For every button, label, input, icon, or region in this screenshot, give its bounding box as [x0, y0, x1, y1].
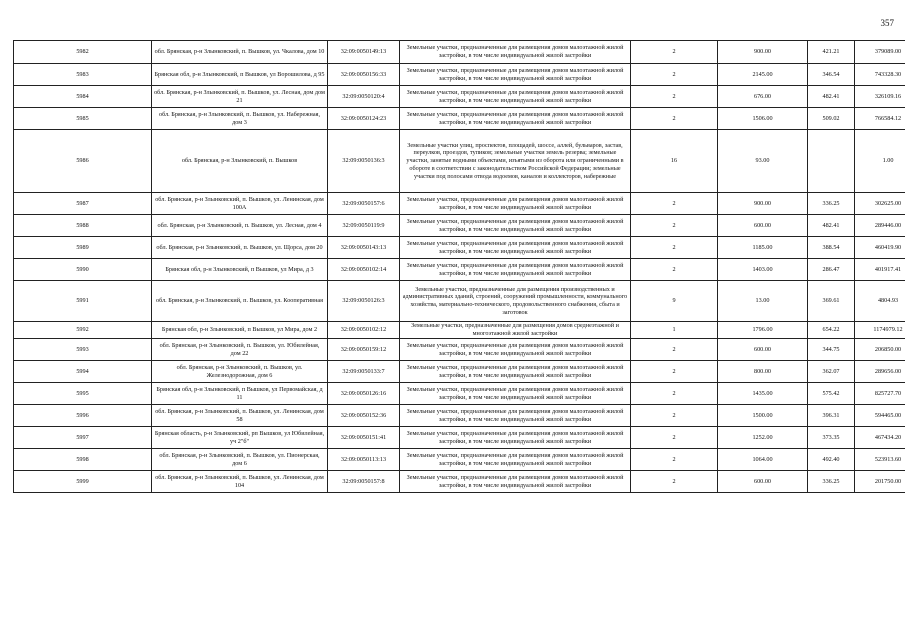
cadastral-number-cell: 32:09:0050156:33: [328, 64, 400, 86]
area-cell: 1506.00: [718, 108, 808, 130]
land-use-cell: Земельные участки, предназначенные для размещения домов малоэтажной жилой застройки, в том числе индивидуальной жилой застройки: [400, 361, 631, 383]
cadastral-value-cell: 401917.41: [855, 259, 905, 281]
specific-value-cell: [808, 130, 855, 193]
specific-value-cell: 421.21: [808, 41, 855, 64]
row-number: 5999: [14, 471, 152, 493]
land-use-cell: Земельные участки, предназначенные для размещения домов малоэтажной жилой застройки, в том числе индивидуальной жилой застройки: [400, 339, 631, 361]
group-cell: 2: [631, 339, 718, 361]
group-cell: 2: [631, 193, 718, 215]
group-cell: 2: [631, 449, 718, 471]
table-row: [14, 339, 905, 361]
group-cell: 16: [631, 130, 718, 193]
group-cell: 9: [631, 281, 718, 322]
land-use-cell: Земельные участки, предназначенные для размещения домов малоэтажной жилой застройки, в том числе индивидуальной жилой застройки: [400, 471, 631, 493]
land-use-cell: Земельные участки, предназначенные для размещения домов малоэтажной жилой застройки, в том числе индивидуальной жилой застройки: [400, 405, 631, 427]
table-row: [14, 193, 905, 215]
table-row: [14, 86, 905, 108]
cadastral-value-cell: 379089.00: [855, 41, 905, 64]
cadastral-value-cell: 825727.70: [855, 383, 905, 405]
area-cell: 93.00: [718, 130, 808, 193]
group-cell: 2: [631, 237, 718, 259]
table-row: [14, 281, 905, 322]
row-number: 5985: [14, 108, 152, 130]
land-use-cell: Земельные участки, предназначенные для размещения домов малоэтажной жилой застройки, в том числе индивидуальной жилой застройки: [400, 449, 631, 471]
row-number: 5994: [14, 361, 152, 383]
group-cell: 2: [631, 259, 718, 281]
page-number: 357: [880, 18, 894, 28]
specific-value-cell: 396.31: [808, 405, 855, 427]
land-use-cell: Земельные участки, предназначенные для размещения домов малоэтажной жилой застройки, в том числе индивидуальной жилой застройки: [400, 237, 631, 259]
land-use-cell: Земельные участки, предназначенные для размещения домов малоэтажной жилой застройки, в том числе индивидуальной жилой застройки: [400, 64, 631, 86]
row-number: 5997: [14, 427, 152, 449]
land-use-cell: Земельные участки, предназначенные для размещения домов малоэтажной жилой застройки, в том числе индивидуальной жилой застройки: [400, 193, 631, 215]
cadastral-number-cell: 32:09:0050119:9: [328, 215, 400, 237]
cadastral-number-cell: 32:09:0050102:12: [328, 322, 400, 339]
area-cell: 600.00: [718, 471, 808, 493]
group-cell: 2: [631, 215, 718, 237]
specific-value-cell: 654.22: [808, 322, 855, 339]
table-row: [14, 427, 905, 449]
address-cell: обл. Брянская, р-н Злынковский, п. Вышков, ул. Кооперативная: [152, 281, 328, 322]
group-cell: 1: [631, 322, 718, 339]
address-cell: обл. Брянская, р-н Злынковский, п. Вышков, ул. Чкалова, дом 10: [152, 41, 328, 64]
row-number: 5995: [14, 383, 152, 405]
cadastral-value-cell: 523913.60: [855, 449, 905, 471]
address-cell: обл. Брянская, р-н Злынковский, п. Вышков, ул. Железнодорожная, дом 6: [152, 361, 328, 383]
cadastral-number-cell: 32:09:0050151:41: [328, 427, 400, 449]
specific-value-cell: 482.41: [808, 215, 855, 237]
row-number: 5986: [14, 130, 152, 193]
table-row: [14, 471, 905, 493]
group-cell: 2: [631, 41, 718, 64]
land-use-cell: Земельные участки, предназначенные для размещения домов малоэтажной жилой застройки, в том числе индивидуальной жилой застройки: [400, 41, 631, 64]
area-cell: 1796.00: [718, 322, 808, 339]
specific-value-cell: 575.42: [808, 383, 855, 405]
area-cell: 1252.00: [718, 427, 808, 449]
cadastral-number-cell: 32:09:0050143:13: [328, 237, 400, 259]
row-number: 5987: [14, 193, 152, 215]
group-cell: 2: [631, 383, 718, 405]
specific-value-cell: 482.41: [808, 86, 855, 108]
row-number: 5989: [14, 237, 152, 259]
specific-value-cell: 346.54: [808, 64, 855, 86]
table-row: [14, 130, 905, 193]
address-cell: обл. Брянская, р-н Злынковский, п. Вышков, ул. Набережная, дом 3: [152, 108, 328, 130]
area-cell: 900.00: [718, 41, 808, 64]
group-cell: 2: [631, 361, 718, 383]
cadastral-value-cell: 594465.00: [855, 405, 905, 427]
table-row: [14, 449, 905, 471]
group-cell: 2: [631, 405, 718, 427]
cadastral-value-cell: 302625.00: [855, 193, 905, 215]
row-number: 5993: [14, 339, 152, 361]
area-cell: 1064.00: [718, 449, 808, 471]
table-row: [14, 405, 905, 427]
address-cell: Брянская обл, р-н Злынковский, п Вышков, ул Первомайская, д 11: [152, 383, 328, 405]
address-cell: Брянская область, р-н Злынковский, рп Вышков, ул Юбилейная, уч 2"б": [152, 427, 328, 449]
land-use-cell: Земельные участки, предназначенные для размещения домов малоэтажной жилой застройки, в том числе индивидуальной жилой застройки: [400, 215, 631, 237]
address-cell: обл. Брянская, р-н Злынковский, п. Вышков, ул. Лесная, дом 4: [152, 215, 328, 237]
land-use-cell: Земельные участки, предназначенные для размещения производственных и административных зданий, строений, сооружений промышленности, коммунального хозяйства, материально-технического, продовольственного снабжения, сбыта и заготовок: [400, 281, 631, 322]
specific-value-cell: 509.02: [808, 108, 855, 130]
area-cell: 13.00: [718, 281, 808, 322]
cadastral-number-cell: 32:09:0050133:7: [328, 361, 400, 383]
area-cell: 2145.00: [718, 64, 808, 86]
cadastral-value-cell: 289656.00: [855, 361, 905, 383]
table-row: [14, 322, 905, 339]
specific-value-cell: 388.54: [808, 237, 855, 259]
land-use-cell: Земельные участки, предназначенные для размещения домов малоэтажной жилой застройки, в том числе индивидуальной жилой застройки: [400, 259, 631, 281]
specific-value-cell: 369.61: [808, 281, 855, 322]
group-cell: 2: [631, 427, 718, 449]
cadastral-value-cell: 1174979.12: [855, 322, 905, 339]
row-number: 5996: [14, 405, 152, 427]
area-cell: 600.00: [718, 215, 808, 237]
table-row: [14, 64, 905, 86]
address-cell: обл. Брянская, р-н Злынковский, п. Вышков, ул. Ленинская, дом 104: [152, 471, 328, 493]
land-use-cell: Земельные участки, предназначенные для размещения домов малоэтажной жилой застройки, в том числе индивидуальной жилой застройки: [400, 86, 631, 108]
cadastral-number-cell: 32:09:0050113:13: [328, 449, 400, 471]
group-cell: 2: [631, 108, 718, 130]
row-number: 5990: [14, 259, 152, 281]
cadastral-value-cell: 460419.90: [855, 237, 905, 259]
row-number: 5983: [14, 64, 152, 86]
area-cell: 1185.00: [718, 237, 808, 259]
area-cell: 1500.00: [718, 405, 808, 427]
table-body: [14, 41, 905, 493]
address-cell: обл. Брянская, р-н Злынковский, п. Вышков, ул. Лесная, дом дом 21: [152, 86, 328, 108]
cadastral-value-cell: 289446.00: [855, 215, 905, 237]
specific-value-cell: 344.75: [808, 339, 855, 361]
cadastral-number-cell: 32:09:0050152:36: [328, 405, 400, 427]
cadastral-number-cell: 32:09:0050136:3: [328, 130, 400, 193]
area-cell: 600.00: [718, 339, 808, 361]
specific-value-cell: 492.40: [808, 449, 855, 471]
area-cell: 800.00: [718, 361, 808, 383]
table-row: [14, 237, 905, 259]
cadastral-value-cell: 743328.30: [855, 64, 905, 86]
row-number: 5984: [14, 86, 152, 108]
land-use-cell: Земельные участки улиц, проспектов, площадей, шоссе, аллей, бульваров, застав, переулков, проездов, тупиков; земельные участки земель резерва; земельные участки, занятые водными объектами, изъятыми из оборота или ограниченными в обороте в соответствии с законодательством Российской Федерации; земельные участки под полосами отвода водоемов, каналов и коллекторов, набережные: [400, 130, 631, 193]
cadastral-number-cell: 32:09:0050126:3: [328, 281, 400, 322]
row-number: 5992: [14, 322, 152, 339]
row-number: 5991: [14, 281, 152, 322]
table-row: [14, 41, 905, 64]
group-cell: 2: [631, 86, 718, 108]
group-cell: 2: [631, 64, 718, 86]
land-use-cell: Земельные участки, предназначенные для размещения домов малоэтажной жилой застройки, в том числе индивидуальной жилой застройки: [400, 427, 631, 449]
specific-value-cell: 362.07: [808, 361, 855, 383]
table-row: [14, 361, 905, 383]
land-use-cell: Земельные участки, предназначенные для размещения домов среднеэтажной и многоэтажной жилой застройки: [400, 322, 631, 339]
group-cell: 2: [631, 471, 718, 493]
cadastral-value-cell: 766584.12: [855, 108, 905, 130]
address-cell: обл. Брянская, р-н Злынковский, п. Вышков, ул. Ленинская, дом 58: [152, 405, 328, 427]
address-cell: обл. Брянская, р-н Злынковский, п. Вышков, ул. Щорса, дом 20: [152, 237, 328, 259]
table-row: [14, 215, 905, 237]
cadastral-number-cell: 32:09:0050120:4: [328, 86, 400, 108]
cadastral-value-cell: 206850.00: [855, 339, 905, 361]
cadastral-value-cell: 1.00: [855, 130, 905, 193]
specific-value-cell: 286.47: [808, 259, 855, 281]
address-cell: Брянская обл, р-н Злынковский, п Вышков, ул Мира, дом 2: [152, 322, 328, 339]
specific-value-cell: 373.35: [808, 427, 855, 449]
cadastral-value-cell: 467434.20: [855, 427, 905, 449]
land-valuation-table: [13, 40, 905, 493]
cadastral-number-cell: 32:09:0050126:16: [328, 383, 400, 405]
area-cell: 900.00: [718, 193, 808, 215]
cadastral-value-cell: 201750.00: [855, 471, 905, 493]
cadastral-number-cell: 32:09:0050159:12: [328, 339, 400, 361]
table-row: [14, 108, 905, 130]
area-cell: 1435.00: [718, 383, 808, 405]
table-row: [14, 259, 905, 281]
cadastral-number-cell: 32:09:0050157:6: [328, 193, 400, 215]
land-use-cell: Земельные участки, предназначенные для размещения домов малоэтажной жилой застройки, в том числе индивидуальной жилой застройки: [400, 383, 631, 405]
table-row: [14, 383, 905, 405]
cadastral-number-cell: 32:09:0050157:8: [328, 471, 400, 493]
cadastral-value-cell: 326109.16: [855, 86, 905, 108]
address-cell: обл. Брянская, р-н Злынковский, п. Вышков: [152, 130, 328, 193]
address-cell: обл. Брянская, р-н Злынковский, п. Вышков, ул. Пионерская, дом 6: [152, 449, 328, 471]
row-number: 5988: [14, 215, 152, 237]
row-number: 5998: [14, 449, 152, 471]
row-number: 5982: [14, 41, 152, 64]
specific-value-cell: 336.25: [808, 471, 855, 493]
address-cell: Брянская обл, р-н Злынковский, п Вышков, ул Мира, д 3: [152, 259, 328, 281]
land-use-cell: Земельные участки, предназначенные для размещения домов малоэтажной жилой застройки, в том числе индивидуальной жилой застройки: [400, 108, 631, 130]
cadastral-number-cell: 32:09:0050124:23: [328, 108, 400, 130]
area-cell: 676.00: [718, 86, 808, 108]
address-cell: обл. Брянская, р-н Злынковский, п. Вышков, ул. Юбилейная, дом 22: [152, 339, 328, 361]
cadastral-number-cell: 32:09:0050102:14: [328, 259, 400, 281]
address-cell: обл. Брянская, р-н Злынковский, п. Вышков, ул. Ленинская, дом 100А: [152, 193, 328, 215]
specific-value-cell: 336.25: [808, 193, 855, 215]
cadastral-number-cell: 32:09:0050149:13: [328, 41, 400, 64]
cadastral-value-cell: 4804.93: [855, 281, 905, 322]
address-cell: Брянская обл, р-н Злынковский, п Вышков, ул Ворошилова, д 95: [152, 64, 328, 86]
area-cell: 1403.00: [718, 259, 808, 281]
